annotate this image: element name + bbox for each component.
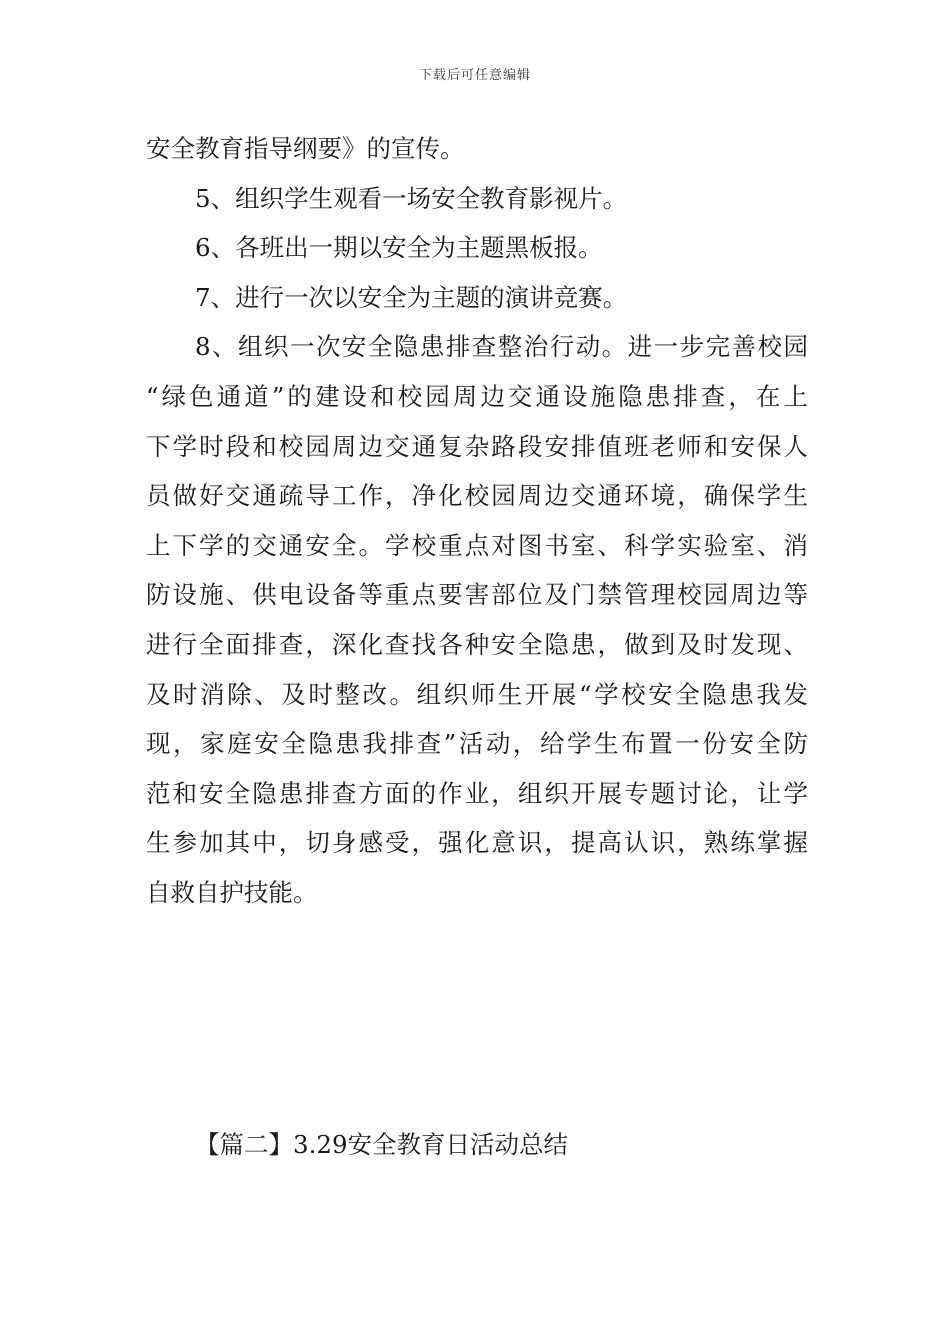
list-item-5: 5、组织学生观看一场安全教育影视片。: [195, 183, 628, 213]
body-line: 防设施、供电设备等重点要害部位及门禁管理校园周边等: [146, 580, 808, 610]
body-line: “绿色通道”的建设和校园周边交通设施隐患排查，在上: [146, 381, 808, 411]
body-line: 范和安全隐患排查方面的作业，组织开展专题讨论，让学: [146, 778, 808, 808]
body-line: 生参加其中，切身感受，强化意识，提高认识，熟练掌握: [146, 828, 808, 858]
body-line: 安全教育指导纲要》的宣传。: [146, 134, 465, 163]
document-body: [146, 124, 808, 918]
body-line: 下学时段和校园周边交通复杂路段安排值班老师和安保人: [146, 431, 808, 461]
page-header: 下载后可任意编辑: [418, 68, 531, 83]
body-line: 现，家庭安全隐患我排查”活动，给学生布置一份安全防: [146, 729, 808, 759]
list-item-8: 8、组织一次安全隐患排查整治行动。进一步完善校园: [195, 332, 808, 362]
body-line: 及时消除、及时整改。组织师生开展“学校安全隐患我发: [146, 679, 808, 709]
list-item-7: 7、进行一次以安全为主题的演讲竞赛。: [195, 282, 628, 312]
body-line: 员做好交通疏导工作，净化校园周边交通环境，确保学生: [146, 481, 808, 511]
body-line: 自救自护技能。: [146, 877, 318, 907]
body-line: 上下学的交通安全。学校重点对图书室、科学实验室、消: [146, 530, 808, 560]
body-line: 进行全面排查，深化查找各种安全隐患，做到及时发现、: [146, 629, 808, 659]
list-item-6: 6、各班出一期以安全为主题黑板报。: [195, 233, 603, 263]
section-heading: 【篇二】3.29安全教育日活动总结: [195, 1130, 569, 1159]
